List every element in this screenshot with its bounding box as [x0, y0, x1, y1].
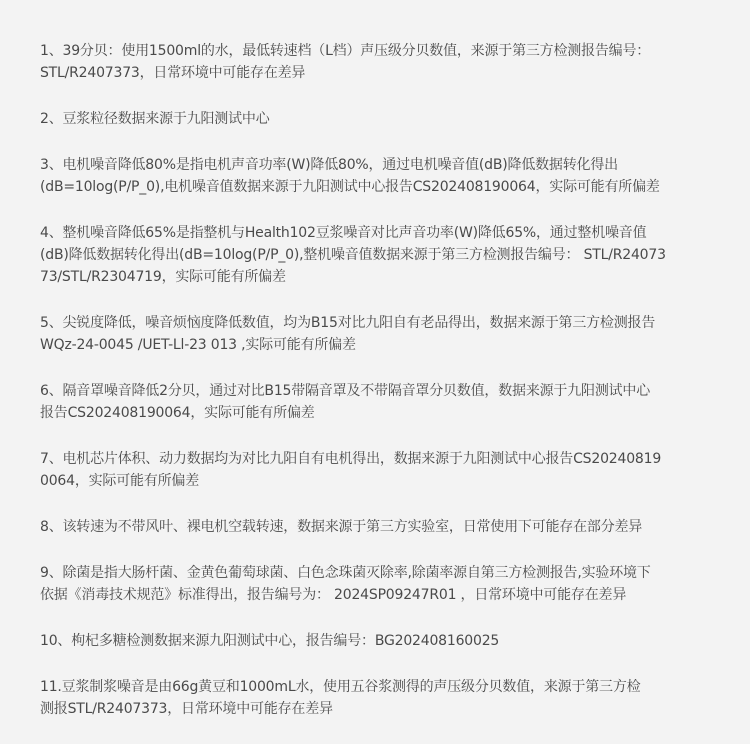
note-line: WQz-24-0045 /UET-Ll-23 013 ,实际可能有所偏差 — [40, 337, 356, 353]
note-line: (dB=10log(P/P_0),电机噪音值数据来源于九阳测试中心报告CS202408190064，实际可能有所偏差 — [40, 179, 660, 195]
note-line: 6、隔音罩噪音降低2分贝，通过对比B15带隔音罩及不带隔音罩分贝数值，数据来源于九阳测试中心 — [40, 383, 651, 399]
note-line: STL/R2407373，日常环境中可能存在差异 — [40, 65, 306, 81]
note-line: 2、豆浆粒径数据来源于九阳测试中心 — [40, 111, 270, 127]
note-3 — [40, 154, 730, 198]
note-line: 7、电机芯片体积、动力数据均为对比九阳自有电机得出，数据来源于九阳测试中心报告CS20240819 — [40, 451, 662, 467]
note-line: 8、该转速为不带风叶、裸电机空载转速，数据来源于第三方实验室，日常使用下可能存在部分差异 — [40, 519, 643, 535]
note-line: 依据《消毒技术规范》标准得出，报告编号为： 2024SP09247R01 ，日常环境中可能存在差异 — [40, 587, 627, 603]
disclaimer-notes-list — [40, 40, 730, 744]
note-line: 4、整机噪音降低65%是指整机与Health102豆浆噪音对比声音功率(W)降低65%，通过整机噪音值 — [40, 225, 647, 241]
note-10 — [40, 630, 730, 652]
note-line: 11.豆浆制浆噪音是由66g黄豆和1000mL水，使用五谷浆测得的声压级分贝数值，来源于第三方检 — [40, 679, 641, 695]
note-line: (dB)降低数据转化得出(dB=10log(P/P_0),整机噪音值数据来源于第三方检测报告编号： STL/R24073 — [40, 247, 666, 263]
note-6 — [40, 380, 730, 424]
note-line: 报告CS202408190064，实际可能有所偏差 — [40, 405, 315, 421]
note-8 — [40, 516, 730, 538]
note-line: 测报STL/R2407373，日常环境中可能存在差异 — [40, 701, 333, 717]
note-line: 10、枸杞多糖检测数据来源九阳测试中心，报告编号：BG202408160025 — [40, 633, 500, 649]
note-11 — [40, 676, 730, 720]
note-1 — [40, 40, 730, 84]
note-line: 73/STL/R2304719，实际可能有所偏差 — [40, 269, 286, 285]
note-7 — [40, 448, 730, 492]
note-5 — [40, 312, 730, 356]
note-line: 1、39分贝：使用1500ml的水，最低转速档（L档）声压级分贝数值，来源于第三方检测报告编号： — [40, 43, 651, 59]
note-4 — [40, 222, 730, 288]
note-line: 3、电机噪音降低80%是指电机声音功率(W)降低80%，通过电机噪音值(dB)降低数据转化得出 — [40, 157, 618, 173]
note-line: 0064，实际可能有所偏差 — [40, 473, 200, 489]
note-2 — [40, 108, 730, 130]
note-line: 5、尖锐度降低，噪音烦恼度降低数值，均为B15对比九阳自有老品得出，数据来源于第三方检测报告 — [40, 315, 656, 331]
note-9 — [40, 562, 730, 606]
note-line: 9、除菌是指大肠杆菌、金黄色葡萄球菌、白色念珠菌灭除率,除菌率源自第三方检测报告,实验环境下 — [40, 565, 651, 581]
